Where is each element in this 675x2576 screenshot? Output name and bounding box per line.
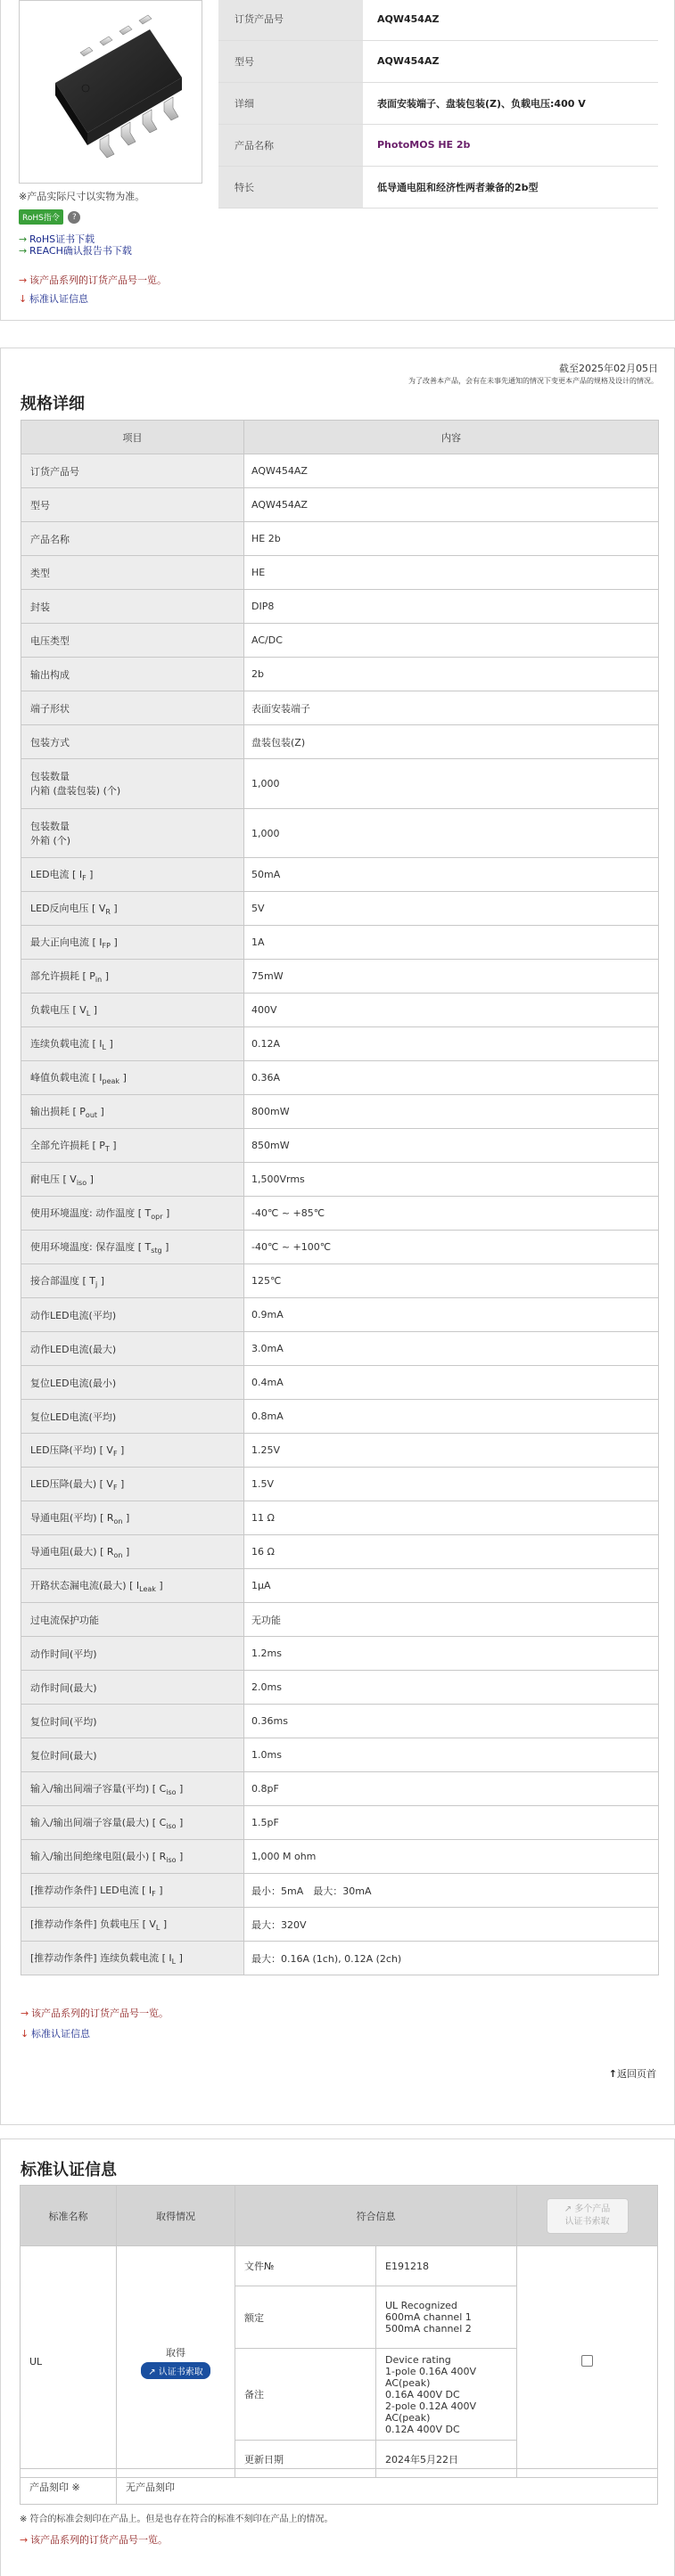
- product-image-note: ※产品实际尺寸以实物为准。: [19, 191, 145, 202]
- spec-label: 输入/输出间端子容量(平均) [ $C_{iso}$ ]: [21, 1772, 244, 1806]
- spec-row: [21, 658, 659, 691]
- spec-label: 输入/输出间端子容量(最大) [ $C_{iso}$ ]: [21, 1806, 244, 1840]
- spec-value: 1,000 M ohm: [244, 1840, 659, 1874]
- cert-title: 标准认证信息: [21, 2161, 117, 2179]
- rohs-cert-download-link[interactable]: → RoHS证书下载: [19, 233, 95, 245]
- spec-value: 400V: [244, 994, 659, 1027]
- spec-label: 包装数量 内箱 (盘装包装) (个): [21, 759, 244, 809]
- status-text: 取得: [166, 2346, 185, 2359]
- spec-label: [推荐动作条件] 负载电压 [ $V_L$ ]: [21, 1908, 244, 1942]
- spec-row: [21, 1434, 659, 1468]
- arrow-down-icon: ↓: [19, 293, 28, 305]
- cert-request-button[interactable]: ↗ 认证书索取: [141, 2362, 210, 2379]
- spec-value: 1.0ms: [244, 1738, 659, 1772]
- col-item-header: 项目: [21, 421, 244, 454]
- summary-row: [218, 82, 658, 124]
- summary-value: AQW454AZ: [363, 0, 658, 40]
- cert-info-link-bottom[interactable]: ↓ 标准认证信息: [21, 2028, 90, 2040]
- spec-row: [21, 1738, 659, 1772]
- spec-value: 0.4mA: [244, 1366, 659, 1400]
- spec-label: 部允许损耗 [ $P_{in}$ ]: [21, 960, 244, 994]
- spec-label: 输出损耗 [ $P_{out}$ ]: [21, 1095, 244, 1129]
- detail-label: 备注: [235, 2349, 376, 2441]
- external-arrow-icon: ↗: [564, 2204, 572, 2214]
- spec-value: 最小：5mA 最大：30mA: [244, 1874, 659, 1908]
- detail-label: 额定: [235, 2286, 376, 2349]
- spec-label: 封装: [21, 590, 244, 624]
- multi-cert-request-button[interactable]: ↗ 多个产品 认证书索取: [547, 2198, 629, 2234]
- spec-value: 2b: [244, 658, 659, 691]
- spec-value: AQW454AZ: [244, 454, 659, 488]
- spec-value: 1A: [244, 926, 659, 960]
- spec-value: 5V: [244, 892, 659, 926]
- spec-value: -40℃ ~ +100℃: [244, 1231, 659, 1264]
- spec-row: [21, 590, 659, 624]
- spec-value: 最大：320V: [244, 1908, 659, 1942]
- summary-row: [218, 0, 658, 40]
- spec-label: 最大正向电流 [ $I_{FP}$ ]: [21, 926, 244, 960]
- summary-label: 特长: [218, 166, 363, 208]
- spec-label: LED压降(最大) [ $V_F$ ]: [21, 1468, 244, 1501]
- spec-label: 连续负载电流 [ $I_L$ ]: [21, 1027, 244, 1061]
- spec-row: [21, 1603, 659, 1637]
- arrow-right-icon: →: [19, 233, 28, 245]
- summary-value: PhotoMOS HE 2b: [363, 124, 658, 166]
- external-arrow-icon: ↗: [148, 2367, 156, 2377]
- spec-row: [21, 624, 659, 658]
- spec-value: 无功能: [244, 1603, 659, 1637]
- help-icon[interactable]: ?: [68, 211, 80, 224]
- spec-row: [21, 1061, 659, 1095]
- spec-label: 产品名称: [21, 522, 244, 556]
- marking-table: [20, 2468, 658, 2505]
- spec-row: [21, 1501, 659, 1535]
- spec-row: [21, 1840, 659, 1874]
- arrow-down-icon: ↓: [21, 2028, 29, 2040]
- spec-value: 3.0mA: [244, 1332, 659, 1366]
- detail-value: 2024年5月22日: [376, 2441, 517, 2478]
- detail-label: 更新日期: [235, 2441, 376, 2478]
- spec-value: 0.36A: [244, 1061, 659, 1095]
- spec-row: [21, 1535, 659, 1569]
- spec-label: 动作LED电流(最大): [21, 1332, 244, 1366]
- spec-value: 1.5V: [244, 1468, 659, 1501]
- spec-label: LED压降(平均) [ $V_F$ ]: [21, 1434, 244, 1468]
- spec-row: [21, 1129, 659, 1163]
- detail-value: E191218: [376, 2246, 517, 2286]
- arrow-right-icon: →: [20, 2534, 29, 2546]
- spec-value: 0.9mA: [244, 1298, 659, 1332]
- spec-label: 动作LED电流(平均): [21, 1298, 244, 1332]
- status-cell: [117, 2246, 235, 2478]
- arrow-up-icon: ↑: [608, 2068, 617, 2080]
- spec-row: [21, 1942, 659, 1975]
- spec-label: 开路状态漏电流(最大) [ $I_{Leak}$ ]: [21, 1569, 244, 1603]
- spec-value: 1,500Vrms: [244, 1163, 659, 1197]
- multi-request-cell: [517, 2186, 658, 2246]
- spec-row: [21, 454, 659, 488]
- spec-row: [21, 1637, 659, 1671]
- spec-label: 端子形状: [21, 691, 244, 725]
- summary-row: [218, 40, 658, 82]
- spec-row: [21, 556, 659, 590]
- rohs-badge[interactable]: RoHS指令: [19, 209, 63, 225]
- marking-label: 产品刻印 ※: [21, 2469, 117, 2505]
- spec-row: [21, 994, 659, 1027]
- marking-value: 无产品刻印: [117, 2469, 658, 2505]
- summary-value: AQW454AZ: [363, 40, 658, 82]
- summary-value: 表面安装端子、盘装包装(Z)、负载电压:400 V: [363, 82, 658, 124]
- spec-value: HE 2b: [244, 522, 659, 556]
- spec-row: [21, 1332, 659, 1366]
- spec-notice: 为了改善本产品，会有在未事先通知的情况下变更本产品的规格及设计的情况。: [408, 377, 658, 385]
- spec-value: 0.12A: [244, 1027, 659, 1061]
- detail-value: Device rating 1-pole 0.16A 400V AC(peak) 0.16A 400V DC 2-pole 0.12A 400V AC(peak) 0.12A 400V DC: [376, 2349, 517, 2441]
- spec-label: 导通电阻(最大) [ $R_{on}$ ]: [21, 1535, 244, 1569]
- spec-label: 负载电压 [ $V_L$ ]: [21, 994, 244, 1027]
- spec-label: 订货产品号: [21, 454, 244, 488]
- back-to-top-link[interactable]: ↑返回页首: [608, 2068, 656, 2080]
- spec-value: DIP8: [244, 590, 659, 624]
- spec-row: [21, 1908, 659, 1942]
- spec-row: [21, 960, 659, 994]
- spec-row: [21, 1264, 659, 1298]
- spec-detail-card: [0, 348, 675, 2125]
- spec-label: 导通电阻(平均) [ $R_{on}$ ]: [21, 1501, 244, 1535]
- spec-row: [21, 1772, 659, 1806]
- spec-label: 峰值负载电流 [ $I_{peak}$ ]: [21, 1061, 244, 1095]
- spec-label: 类型: [21, 556, 244, 590]
- spec-label: [推荐动作条件] LED电流 [ $I_F$ ]: [21, 1874, 244, 1908]
- spec-value: 0.8mA: [244, 1400, 659, 1434]
- arrow-right-icon: →: [19, 245, 28, 257]
- summary-label: 产品名称: [218, 124, 363, 166]
- spec-label: 复位LED电流(最小): [21, 1366, 244, 1400]
- spec-value: 1.2ms: [244, 1637, 659, 1671]
- summary-label: 详细: [218, 82, 363, 124]
- spec-label: 型号: [21, 488, 244, 522]
- spec-value: 盘装包装(Z): [244, 725, 659, 759]
- bottom-nav-links: [21, 2008, 169, 2040]
- product-summary-card: [0, 0, 675, 321]
- detail-value: UL Recognized 600mA channel 1 500mA channel 2: [376, 2286, 517, 2349]
- spec-value: 16 Ω: [244, 1535, 659, 1569]
- spec-row: [21, 858, 659, 892]
- spec-value: 50mA: [244, 858, 659, 892]
- spec-value: 1,000: [244, 759, 659, 809]
- spec-value: 1,000: [244, 808, 659, 858]
- spec-label: 电压类型: [21, 624, 244, 658]
- spec-row: [21, 1705, 659, 1738]
- spec-label: 接合部温度 [ $T_j$ ]: [21, 1264, 244, 1298]
- spec-row: [21, 1366, 659, 1400]
- spec-row: [21, 926, 659, 960]
- series-list-link[interactable]: → 该产品系列的订货产品号一览。: [19, 274, 167, 286]
- product-summary-table: [218, 0, 658, 209]
- marking-row: [21, 2469, 658, 2505]
- spec-label: 全部允许损耗 [ $P_T$ ]: [21, 1129, 244, 1163]
- spec-row: [21, 488, 659, 522]
- spec-row: [21, 1231, 659, 1264]
- spec-value: 1μA: [244, 1569, 659, 1603]
- spec-value: 1.5pF: [244, 1806, 659, 1840]
- spec-row: [21, 1027, 659, 1061]
- spec-date: 截至2025年02月05日: [559, 363, 658, 374]
- series-list-link-cert[interactable]: → 该产品系列的订货产品号一览。: [20, 2534, 168, 2546]
- spec-value: 800mW: [244, 1095, 659, 1129]
- spec-label: 动作时间(平均): [21, 1637, 244, 1671]
- spec-value: -40℃ ~ +85℃: [244, 1197, 659, 1231]
- arrow-right-icon: →: [19, 274, 28, 286]
- summary-label: 订货产品号: [218, 0, 363, 40]
- cert-detail-row: [21, 2246, 658, 2286]
- rohs-row: [19, 209, 80, 225]
- spec-label: 包装方式: [21, 725, 244, 759]
- marking-note: ※ 符合的标准会刻印在产品上。但是也存在符合的标准不刻印在产品上的情况。: [20, 2515, 333, 2524]
- select-cell: [517, 2246, 658, 2478]
- spec-label: LED电流 [ $I_F$ ]: [21, 858, 244, 892]
- series-list-link-bottom[interactable]: → 该产品系列的订货产品号一览。: [21, 2008, 169, 2019]
- select-checkbox[interactable]: [581, 2355, 593, 2367]
- spec-row: [21, 522, 659, 556]
- spec-title: 规格详细: [21, 395, 85, 413]
- spec-label: 复位时间(最大): [21, 1738, 244, 1772]
- spec-row: [21, 725, 659, 759]
- summary-row: [218, 166, 658, 208]
- spec-label: 耐电压 [ $V_{iso}$ ]: [21, 1163, 244, 1197]
- cert-header-row: [21, 2186, 658, 2246]
- spec-row: [21, 691, 659, 725]
- spec-label: 动作时间(最大): [21, 1671, 244, 1705]
- standard-name: UL: [21, 2246, 117, 2478]
- spec-label: LED反向电压 [ $V_R$ ]: [21, 892, 244, 926]
- summary-label: 型号: [218, 40, 363, 82]
- summary-row: [218, 124, 658, 166]
- status-header: 取得情况: [117, 2186, 235, 2246]
- spec-value: 11 Ω: [244, 1501, 659, 1535]
- download-links: [19, 233, 132, 257]
- arrow-right-icon: →: [21, 2008, 29, 2019]
- spec-label: 使用环境温度: 动作温度 [ $T_{opr}$ ]: [21, 1197, 244, 1231]
- spec-value: 75mW: [244, 960, 659, 994]
- photomos-chip-image: [20, 1, 202, 183]
- spec-value: 表面安装端子: [244, 691, 659, 725]
- spec-row: [21, 1400, 659, 1434]
- spec-label: 输入/输出间绝缘电阻(最小) [ $R_{iso}$ ]: [21, 1840, 244, 1874]
- spec-row: [21, 1874, 659, 1908]
- spec-row: [21, 808, 659, 858]
- spec-label: 复位时间(平均): [21, 1705, 244, 1738]
- spec-row: [21, 1197, 659, 1231]
- spec-value: 0.36ms: [244, 1705, 659, 1738]
- top-nav-links: [19, 274, 167, 305]
- spec-header-row: [21, 421, 659, 454]
- spec-value: 1.25V: [244, 1434, 659, 1468]
- spec-value: 0.8pF: [244, 1772, 659, 1806]
- spec-row: [21, 1163, 659, 1197]
- spec-value: 2.0ms: [244, 1671, 659, 1705]
- spec-label: [推荐动作条件] 连续负载电流 [ $I_L$ ]: [21, 1942, 244, 1975]
- spec-label: 输出构成: [21, 658, 244, 691]
- cert-info-link[interactable]: ↓ 标准认证信息: [19, 293, 88, 305]
- cert-table: [20, 2185, 658, 2478]
- spec-row: [21, 892, 659, 926]
- reach-cert-download-link[interactable]: → REACH确认报告书下载: [19, 245, 132, 257]
- spec-table: [21, 420, 659, 1975]
- spec-label: 使用环境温度: 保存温度 [ $T_{stg}$ ]: [21, 1231, 244, 1264]
- spec-label: 过电流保护功能: [21, 1603, 244, 1637]
- spec-row: [21, 1806, 659, 1840]
- spec-value: 125℃: [244, 1264, 659, 1298]
- product-image: [19, 0, 202, 184]
- spec-row: [21, 1569, 659, 1603]
- spec-value: 最大：0.16A (1ch), 0.12A (2ch): [244, 1942, 659, 1975]
- spec-label: 包装数量 外箱 (个): [21, 808, 244, 858]
- spec-row: [21, 1671, 659, 1705]
- col-content-header: 内容: [244, 421, 659, 454]
- spec-row: [21, 759, 659, 809]
- info-header: 符合信息: [235, 2186, 517, 2246]
- spec-row: [21, 1468, 659, 1501]
- spec-row: [21, 1095, 659, 1129]
- spec-label: 复位LED电流(平均): [21, 1400, 244, 1434]
- spec-row: [21, 1298, 659, 1332]
- summary-value: 低导通电阻和经济性两者兼备的2b型: [363, 166, 658, 208]
- spec-value: AC/DC: [244, 624, 659, 658]
- standard-header: 标准名称: [21, 2186, 117, 2246]
- detail-label: 文件№: [235, 2246, 376, 2286]
- spec-value: 850mW: [244, 1129, 659, 1163]
- spec-value: AQW454AZ: [244, 488, 659, 522]
- spec-value: HE: [244, 556, 659, 590]
